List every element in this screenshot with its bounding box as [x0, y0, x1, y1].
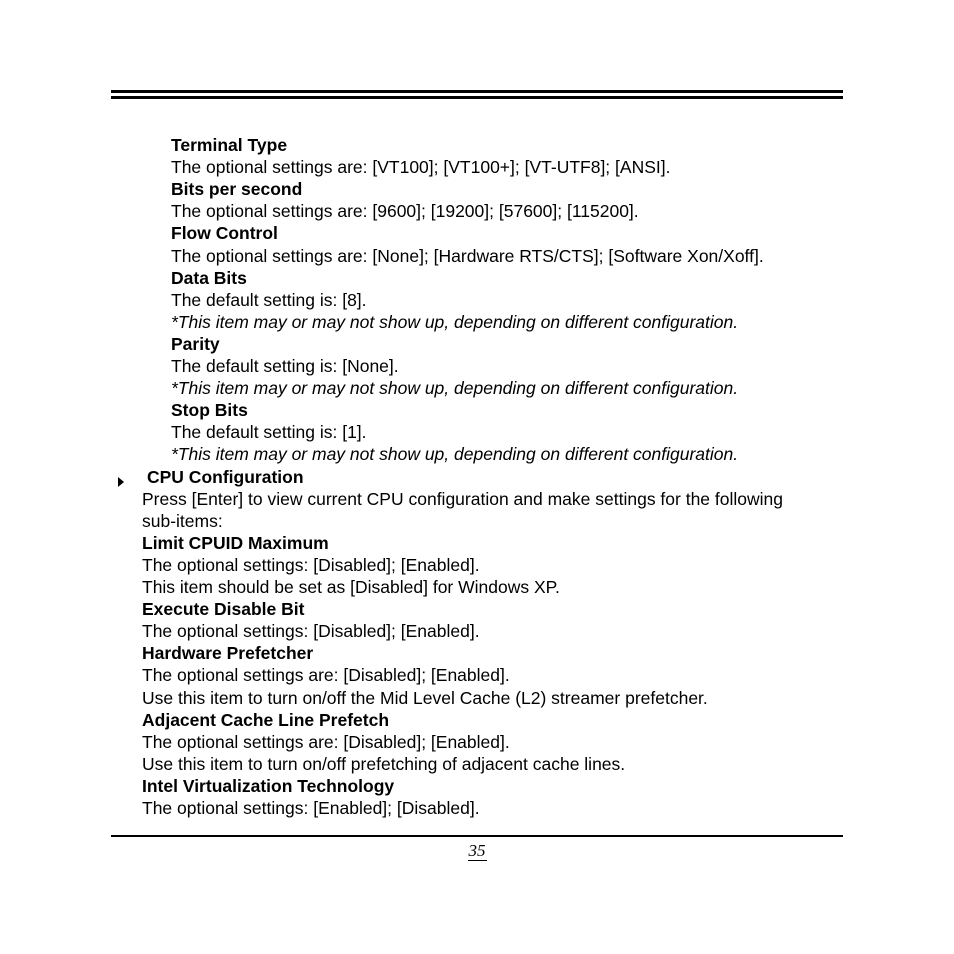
setting-title: Flow Control — [171, 223, 278, 244]
cpu-item-description: The optional settings: [Disabled]; [Enabled]. — [142, 554, 480, 575]
cpu-item-description: This item should be set as [Disabled] for Windows XP. — [142, 577, 560, 597]
setting-title: Parity — [171, 333, 220, 354]
cpu-item-description: The optional settings: [Disabled]; [Enabled]. — [142, 621, 480, 642]
cpu-item-description: The optional settings: [Enabled]; [Disabled]. — [142, 798, 480, 818]
cpu-item-title: Execute Disable Bit — [142, 599, 305, 620]
footer-rule — [111, 835, 843, 837]
setting-note: *This item may or may not show up, depending on different configuration. — [171, 378, 739, 399]
cpu-item-description: Use this item to turn on/off prefetching of adjacent cache lines. — [142, 753, 626, 774]
setting-description: The optional settings are: [9600]; [19200]; [57600]; [115200]. — [171, 201, 639, 222]
bullet-arrow-icon — [118, 477, 124, 487]
setting-description: The default setting is: [None]. — [171, 356, 399, 376]
setting-description: The default setting is: [8]. — [171, 289, 367, 310]
setting-title: Stop Bits — [171, 400, 248, 421]
cpu-item-title: Intel Virtualization Technology — [142, 775, 395, 796]
section-intro: Press [Enter] to view current CPU configuration and make settings for the following — [142, 488, 783, 509]
page-number — [0, 840, 954, 862]
header-rule-top — [111, 90, 843, 93]
setting-title: Bits per second — [171, 179, 303, 200]
cpu-item-title: Limit CPUID Maximum — [142, 532, 329, 553]
cpu-item-title: Adjacent Cache Line Prefetch — [142, 709, 390, 730]
cpu-item-description: The optional settings are: [Disabled]; [Enabled]. — [142, 731, 510, 752]
setting-note: *This item may or may not show up, depending on different configuration. — [171, 311, 739, 332]
setting-note: *This item may or may not show up, depending on different configuration. — [171, 444, 739, 465]
cpu-item-description: Use this item to turn on/off the Mid Level Cache (L2) streamer prefetcher. — [142, 687, 708, 708]
setting-title: Terminal Type — [171, 135, 288, 155]
setting-description: The optional settings are: [None]; [Hardware RTS/CTS]; [Software Xon/Xoff]. — [171, 245, 764, 266]
cpu-item-description: The optional settings are: [Disabled]; [Enabled]. — [142, 665, 510, 686]
page-number-text: 35 — [468, 841, 486, 860]
setting-description: The optional settings are: [VT100]; [VT100+]; [VT-UTF8]; [ANSI]. — [171, 157, 671, 178]
section-heading-cpu-configuration: CPU Configuration — [147, 466, 304, 487]
setting-title: Data Bits — [171, 267, 247, 288]
header-rule-bottom — [111, 96, 843, 99]
setting-description: The default setting is: [1]. — [171, 422, 367, 443]
cpu-item-title: Hardware Prefetcher — [142, 643, 314, 664]
section-intro: sub-items: — [142, 510, 223, 531]
